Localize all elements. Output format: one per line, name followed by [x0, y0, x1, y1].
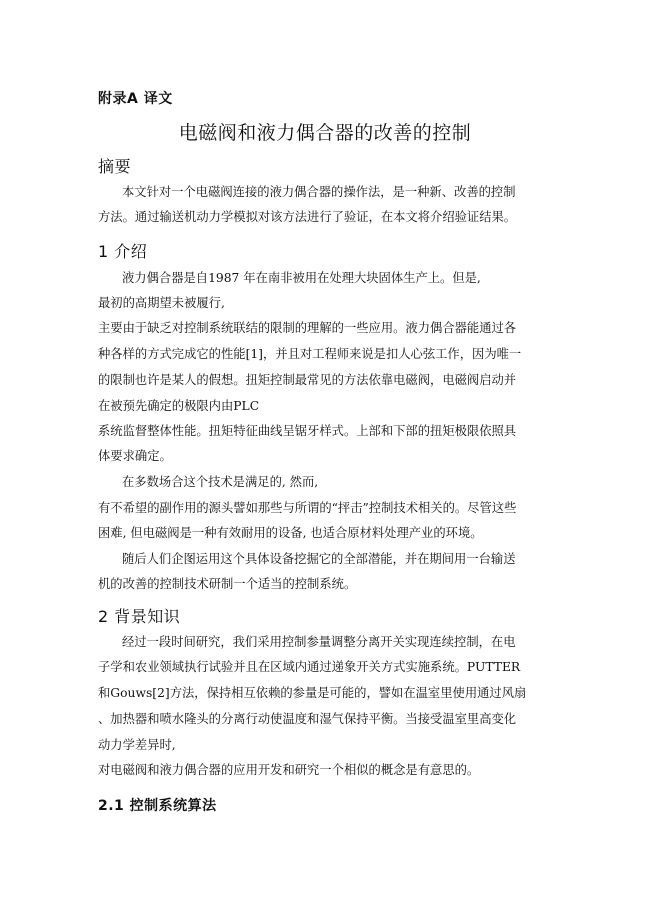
- section-1-line: 机的改善的控制技术研制一个适当的控制系统。: [98, 577, 357, 591]
- section-1-line: 的限制也许是某人的假想。扭矩控制最常见的方法依靠电磁阀，电磁阀启动并: [98, 373, 517, 387]
- abstract-line: 本文针对一个电磁阀连接的液力偶合器的操作法，是一种新、改善的控制: [122, 185, 516, 199]
- document-title: 电磁阀和液力偶合器的改善的控制: [178, 122, 472, 144]
- section-1-line: 随后人们企图运用这个具体设备挖掘它的全部潜能，并在期间用一台输送: [122, 552, 516, 566]
- section-1-line: 系统监督整体性能。扭矩特征曲线呈锯牙样式。上部和下部的扭矩极限依照具: [98, 424, 517, 438]
- section-1-heading: 1 介绍: [98, 242, 148, 261]
- section-1-line: 在被预先确定的极限内由PLC: [98, 399, 260, 413]
- section-2-line: 经过一段时间研究，我们采用控制参量调整分离开关实现连续控制，在电: [122, 635, 516, 649]
- abstract-line: 方法。通过输送机动力学模拟对该方法进行了验证，在本文将介绍验证结果。: [98, 210, 517, 224]
- abstract-heading: 摘要: [98, 157, 132, 176]
- section-1-line: 困难, 但电磁阀是一种有效耐用的设备, 也适合原材料处理产业的环境。: [98, 526, 483, 540]
- section-2-line: 动力学差异时,: [98, 738, 176, 752]
- section-1-line: 体要求确定。: [98, 449, 172, 463]
- appendix-label: 附录A 译文: [98, 91, 173, 107]
- section-1-line: 有不希望的副作用的源头譬如那些与所谓的“抨击”控制技术相关的。尽管这些: [98, 501, 517, 515]
- section-1-line: 在多数场合这个技术是满足的, 然而,: [122, 475, 319, 489]
- section-1-line: 最初的高期望未被履行,: [98, 296, 225, 310]
- section-2-line: 和Gouws[2]方法，保持相互依赖的参量是可能的，譬如在温室里使用通过风扇: [98, 686, 527, 700]
- section-2-line: 对电磁阀和液力偶合器的应用开发和研究一个相似的概念是有意思的。: [98, 763, 480, 777]
- section-1-line: 主要由于缺乏对控制系统联结的限制的理解的一些应用。液力偶合器能通过各: [98, 321, 517, 335]
- section-2-heading: 2 背景知识: [98, 607, 181, 626]
- section-2-1-heading: 2.1 控制系统算法: [98, 798, 217, 814]
- section-2-line: 、加热器和喷水隆头的分离行动使温度和湿气保持平衡。当接受温室里高变化: [98, 712, 517, 726]
- section-2-line: 子学和农业领域执行试验并且在区域内通过递象开关方式实施系统。PUTTER: [98, 660, 521, 674]
- section-1-line: 液力偶合器是自1987 年在南非被用在处理大块固体生产上。但是,: [122, 271, 481, 285]
- section-1-line: 种各样的方式完成它的性能[1]，并且对工程师来说是扣人心弦工作，因为唯一: [98, 347, 522, 361]
